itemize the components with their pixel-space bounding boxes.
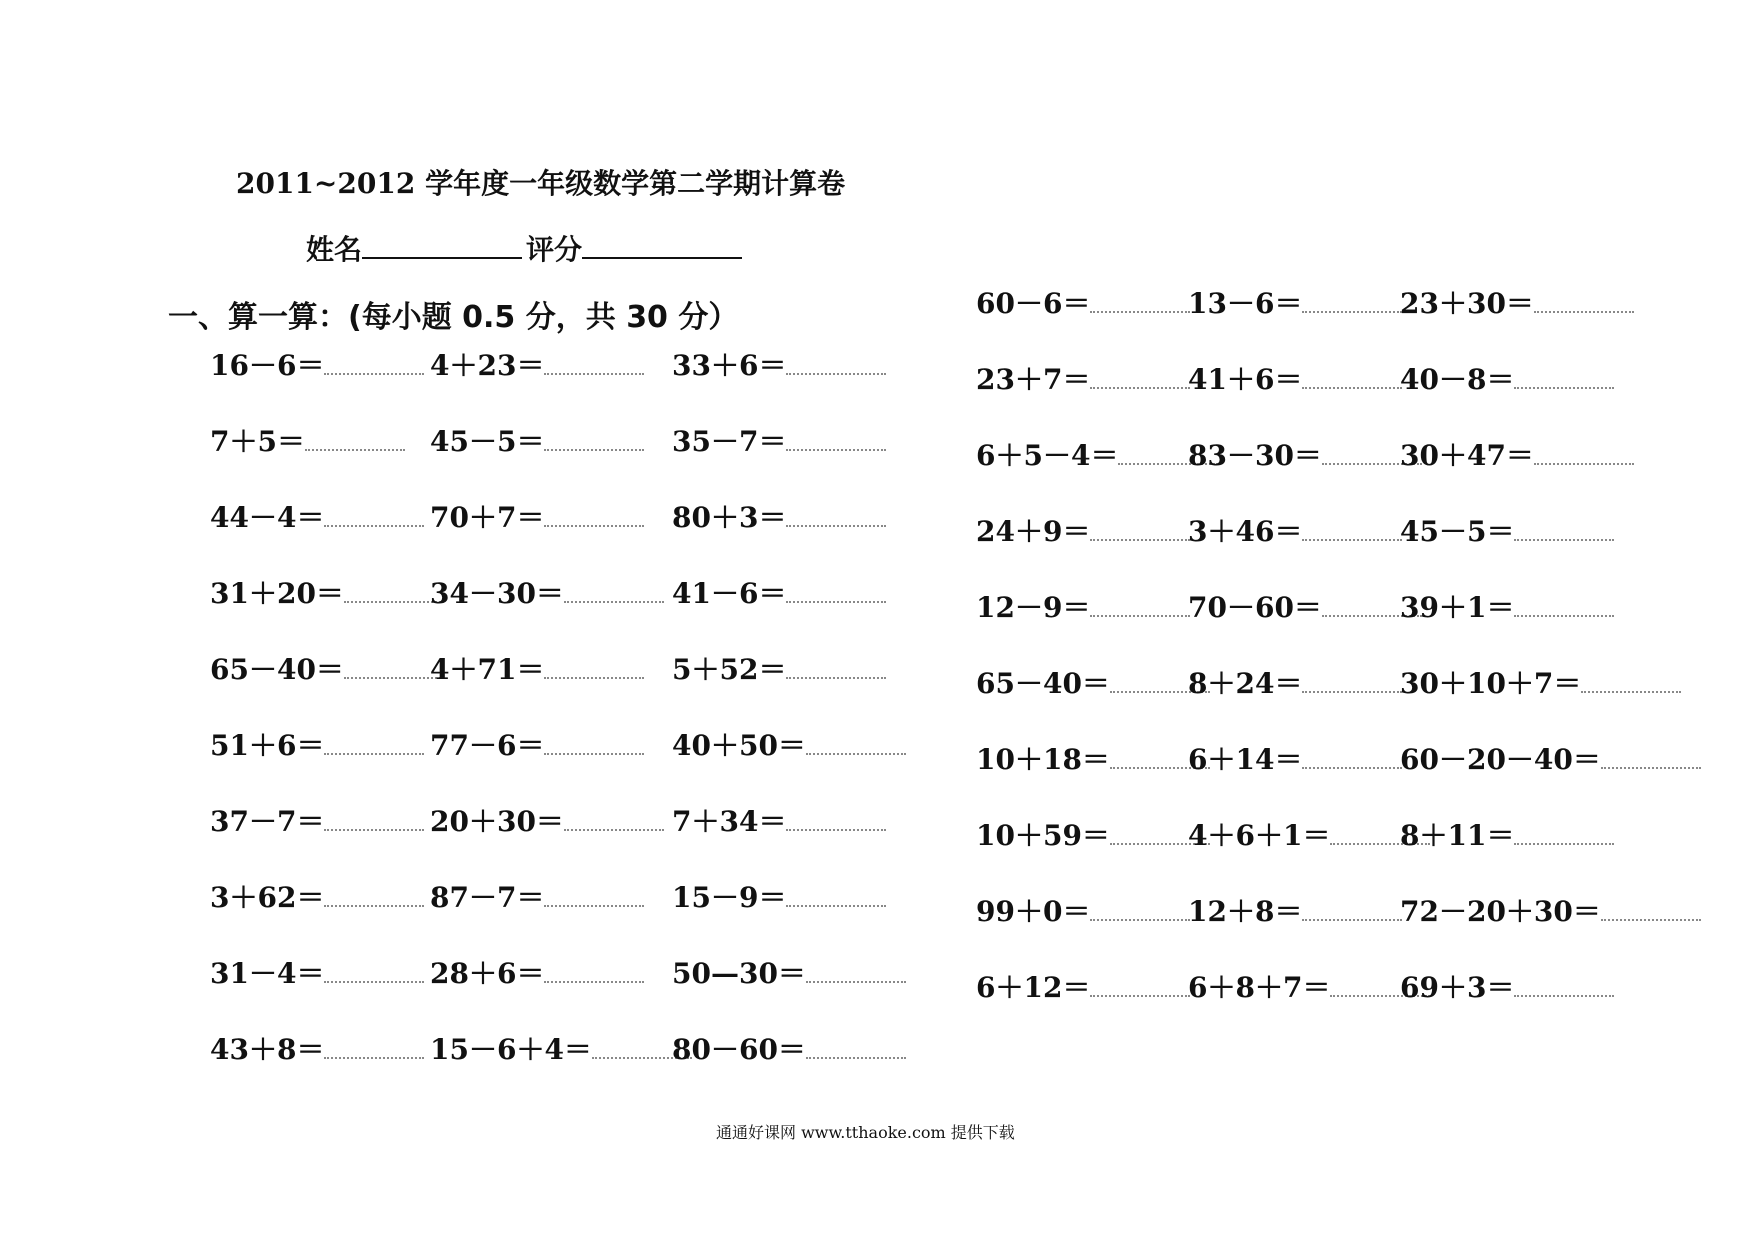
math-problem [430,578,664,610]
problem-text: 45－5＝ [1400,515,1515,548]
problem-text: 37－7＝ [210,805,325,838]
answer-dots[interactable] [1601,759,1701,769]
math-problem [1400,896,1701,928]
answer-dots[interactable] [806,1049,906,1059]
math-problem [976,364,1190,396]
name-label: 姓名 [306,233,363,266]
problem-text: 8＋24＝ [1188,667,1303,700]
answer-dots[interactable] [544,669,644,679]
answer-dots[interactable] [344,593,444,603]
math-problem [210,502,424,534]
problem-text: 4＋23＝ [430,349,545,382]
problem-text: 41＋6＝ [1188,363,1303,396]
problem-text: 65－40＝ [210,653,344,686]
math-problem [210,882,424,914]
math-problem [430,426,644,458]
answer-dots[interactable] [1302,303,1402,313]
math-problem [1400,364,1614,396]
math-problem [1188,896,1402,928]
math-problem [1400,440,1634,472]
name-score-row [306,228,746,268]
math-problem [210,654,444,686]
math-problem [672,502,886,534]
answer-dots[interactable] [305,441,405,451]
answer-dots[interactable] [1090,987,1190,997]
answer-dots[interactable] [1302,759,1402,769]
math-problem [1188,820,1430,852]
math-problem [210,426,405,458]
answer-dots[interactable] [324,1049,424,1059]
problem-text: 65－40＝ [976,667,1110,700]
problem-text: 10＋59＝ [976,819,1110,852]
problem-text: 8＋11＝ [1400,819,1515,852]
answer-dots[interactable] [786,593,886,603]
footer-credit: 通通好课网 www.tthaoke.com 提供下载 [716,1123,1015,1142]
math-problem [976,668,1210,700]
math-problem [672,730,906,762]
problem-text: 15－9＝ [672,881,787,914]
math-problem [430,654,644,686]
math-problem [430,882,644,914]
math-problem [672,350,886,382]
math-problem [976,820,1210,852]
answer-dots[interactable] [1302,379,1402,389]
problem-text: 72－20＋30＝ [1400,895,1601,928]
answer-dots[interactable] [786,365,886,375]
problem-text: 12－9＝ [976,591,1091,624]
problem-text: 87－7＝ [430,881,545,914]
math-problem [430,350,644,382]
problem-text: 41－6＝ [672,577,787,610]
math-problem [976,592,1190,624]
answer-dots[interactable] [806,745,906,755]
answer-dots[interactable] [544,441,644,451]
math-problem [430,1034,692,1066]
problem-text: 31－4＝ [210,957,325,990]
answer-dots[interactable] [544,745,644,755]
math-problem [672,806,886,838]
section-heading: 一、算一算：(每小题 0.5 分，共 30 分） [168,300,739,335]
answer-dots[interactable] [544,973,644,983]
answer-dots[interactable] [786,897,886,907]
problem-text: 23＋7＝ [976,363,1091,396]
answer-dots[interactable] [324,897,424,907]
score-blank[interactable] [582,233,742,259]
problem-text: 99＋0＝ [976,895,1091,928]
problem-text: 31＋20＝ [210,577,344,610]
problem-text: 12＋8＝ [1188,895,1303,928]
problem-text: 3＋46＝ [1188,515,1303,548]
answer-dots[interactable] [786,669,886,679]
math-problem [672,426,886,458]
problem-text: 6＋14＝ [1188,743,1303,776]
math-problem [976,440,1218,472]
problem-text: 6＋8＋7＝ [1188,971,1331,1004]
math-problem [1188,364,1402,396]
answer-dots[interactable] [1581,683,1681,693]
problem-text: 6＋5－4＝ [976,439,1119,472]
math-problem [672,1034,906,1066]
answer-dots[interactable] [564,593,664,603]
problem-text: 60－20－40＝ [1400,743,1601,776]
problem-text: 6＋12＝ [976,971,1091,1004]
problem-text: 4＋6＋1＝ [1188,819,1331,852]
problem-text: 3＋62＝ [210,881,325,914]
answer-dots[interactable] [324,973,424,983]
problem-text: 28＋6＝ [430,957,545,990]
problem-text: 77－6＝ [430,729,545,762]
math-problem [1400,288,1634,320]
math-problem [1400,820,1614,852]
problem-text: 80＋3＝ [672,501,787,534]
math-problem [210,730,424,762]
math-problem [976,896,1190,928]
answer-dots[interactable] [1514,835,1614,845]
math-problem [1400,972,1614,1004]
answer-dots[interactable] [1302,911,1402,921]
answer-dots[interactable] [1302,531,1402,541]
math-problem [210,958,424,990]
problem-text: 30＋10＋7＝ [1400,667,1582,700]
math-problem [976,516,1190,548]
answer-dots[interactable] [1601,911,1701,921]
math-problem [1400,516,1614,548]
math-problem [210,578,444,610]
problem-text: 44－4＝ [210,501,325,534]
answer-dots[interactable] [1302,683,1402,693]
problem-text: 70＋7＝ [430,501,545,534]
problem-text: 39＋1＝ [1400,591,1515,624]
answer-dots[interactable] [324,821,424,831]
answer-dots[interactable] [1090,911,1190,921]
problem-text: 7＋5＝ [210,425,305,458]
math-problem [210,350,424,382]
math-problem [1400,592,1614,624]
answer-dots[interactable] [1090,607,1190,617]
math-problem [976,288,1190,320]
math-problem [430,502,644,534]
math-problem [1188,516,1402,548]
math-problem [1188,592,1422,624]
problem-text: 16－6＝ [210,349,325,382]
math-problem [430,806,664,838]
math-problem [210,806,424,838]
problem-text: 13－6＝ [1188,287,1303,320]
problem-text: 5＋52＝ [672,653,787,686]
answer-dots[interactable] [324,365,424,375]
answer-dots[interactable] [344,669,444,679]
math-problem [1188,744,1402,776]
problem-text: 40－8＝ [1400,363,1515,396]
problem-text: 30＋47＝ [1400,439,1534,472]
math-problem [976,972,1190,1004]
problem-text: 50—30＝ [672,957,806,990]
answer-dots[interactable] [806,973,906,983]
problem-text: 60－6＝ [976,287,1091,320]
page-title: 2011~2012 学年度一年级数学第二学期计算卷 [236,167,846,200]
answer-dots[interactable] [1514,531,1614,541]
problem-text: 43＋8＝ [210,1033,325,1066]
problem-text: 7＋34＝ [672,805,787,838]
problem-text: 45－5＝ [430,425,545,458]
problem-text: 33＋6＝ [672,349,787,382]
answer-dots[interactable] [1090,303,1190,313]
answer-dots[interactable] [1514,987,1614,997]
problem-text: 70－60＝ [1188,591,1322,624]
problem-text: 20＋30＝ [430,805,564,838]
answer-dots[interactable] [1514,607,1614,617]
answer-dots[interactable] [1514,379,1614,389]
answer-dots[interactable] [564,821,664,831]
math-problem [1400,668,1681,700]
math-problem [1188,668,1402,700]
answer-dots[interactable] [324,745,424,755]
math-problem [672,958,906,990]
name-blank[interactable] [362,233,522,259]
math-problem [1188,972,1430,1004]
math-problem [672,654,886,686]
math-problem [1188,440,1422,472]
score-label: 评分 [526,233,583,266]
math-problem [210,1034,424,1066]
problem-text: 80－60＝ [672,1033,806,1066]
problem-text: 35－7＝ [672,425,787,458]
answer-dots[interactable] [1090,531,1190,541]
problem-text: 10＋18＝ [976,743,1110,776]
answer-dots[interactable] [324,517,424,527]
math-problem [672,578,886,610]
problem-text: 4＋71＝ [430,653,545,686]
answer-dots[interactable] [544,517,644,527]
answer-dots[interactable] [786,517,886,527]
problem-text: 24＋9＝ [976,515,1091,548]
answer-dots[interactable] [1534,303,1634,313]
problem-text: 69＋3＝ [1400,971,1515,1004]
answer-dots[interactable] [544,897,644,907]
problem-text: 34－30＝ [430,577,564,610]
problem-text: 51＋6＝ [210,729,325,762]
problem-text: 15－6＋4＝ [430,1033,592,1066]
problem-text: 23＋30＝ [1400,287,1534,320]
answer-dots[interactable] [786,821,886,831]
math-problem [672,882,886,914]
problem-text: 40＋50＝ [672,729,806,762]
math-problem [976,744,1210,776]
problem-text: 83－30＝ [1188,439,1322,472]
answer-dots[interactable] [1090,379,1190,389]
math-problem [1188,288,1402,320]
math-problem [1400,744,1701,776]
answer-dots[interactable] [544,365,644,375]
answer-dots[interactable] [786,441,886,451]
math-problem [430,958,644,990]
math-problem [430,730,644,762]
answer-dots[interactable] [1534,455,1634,465]
